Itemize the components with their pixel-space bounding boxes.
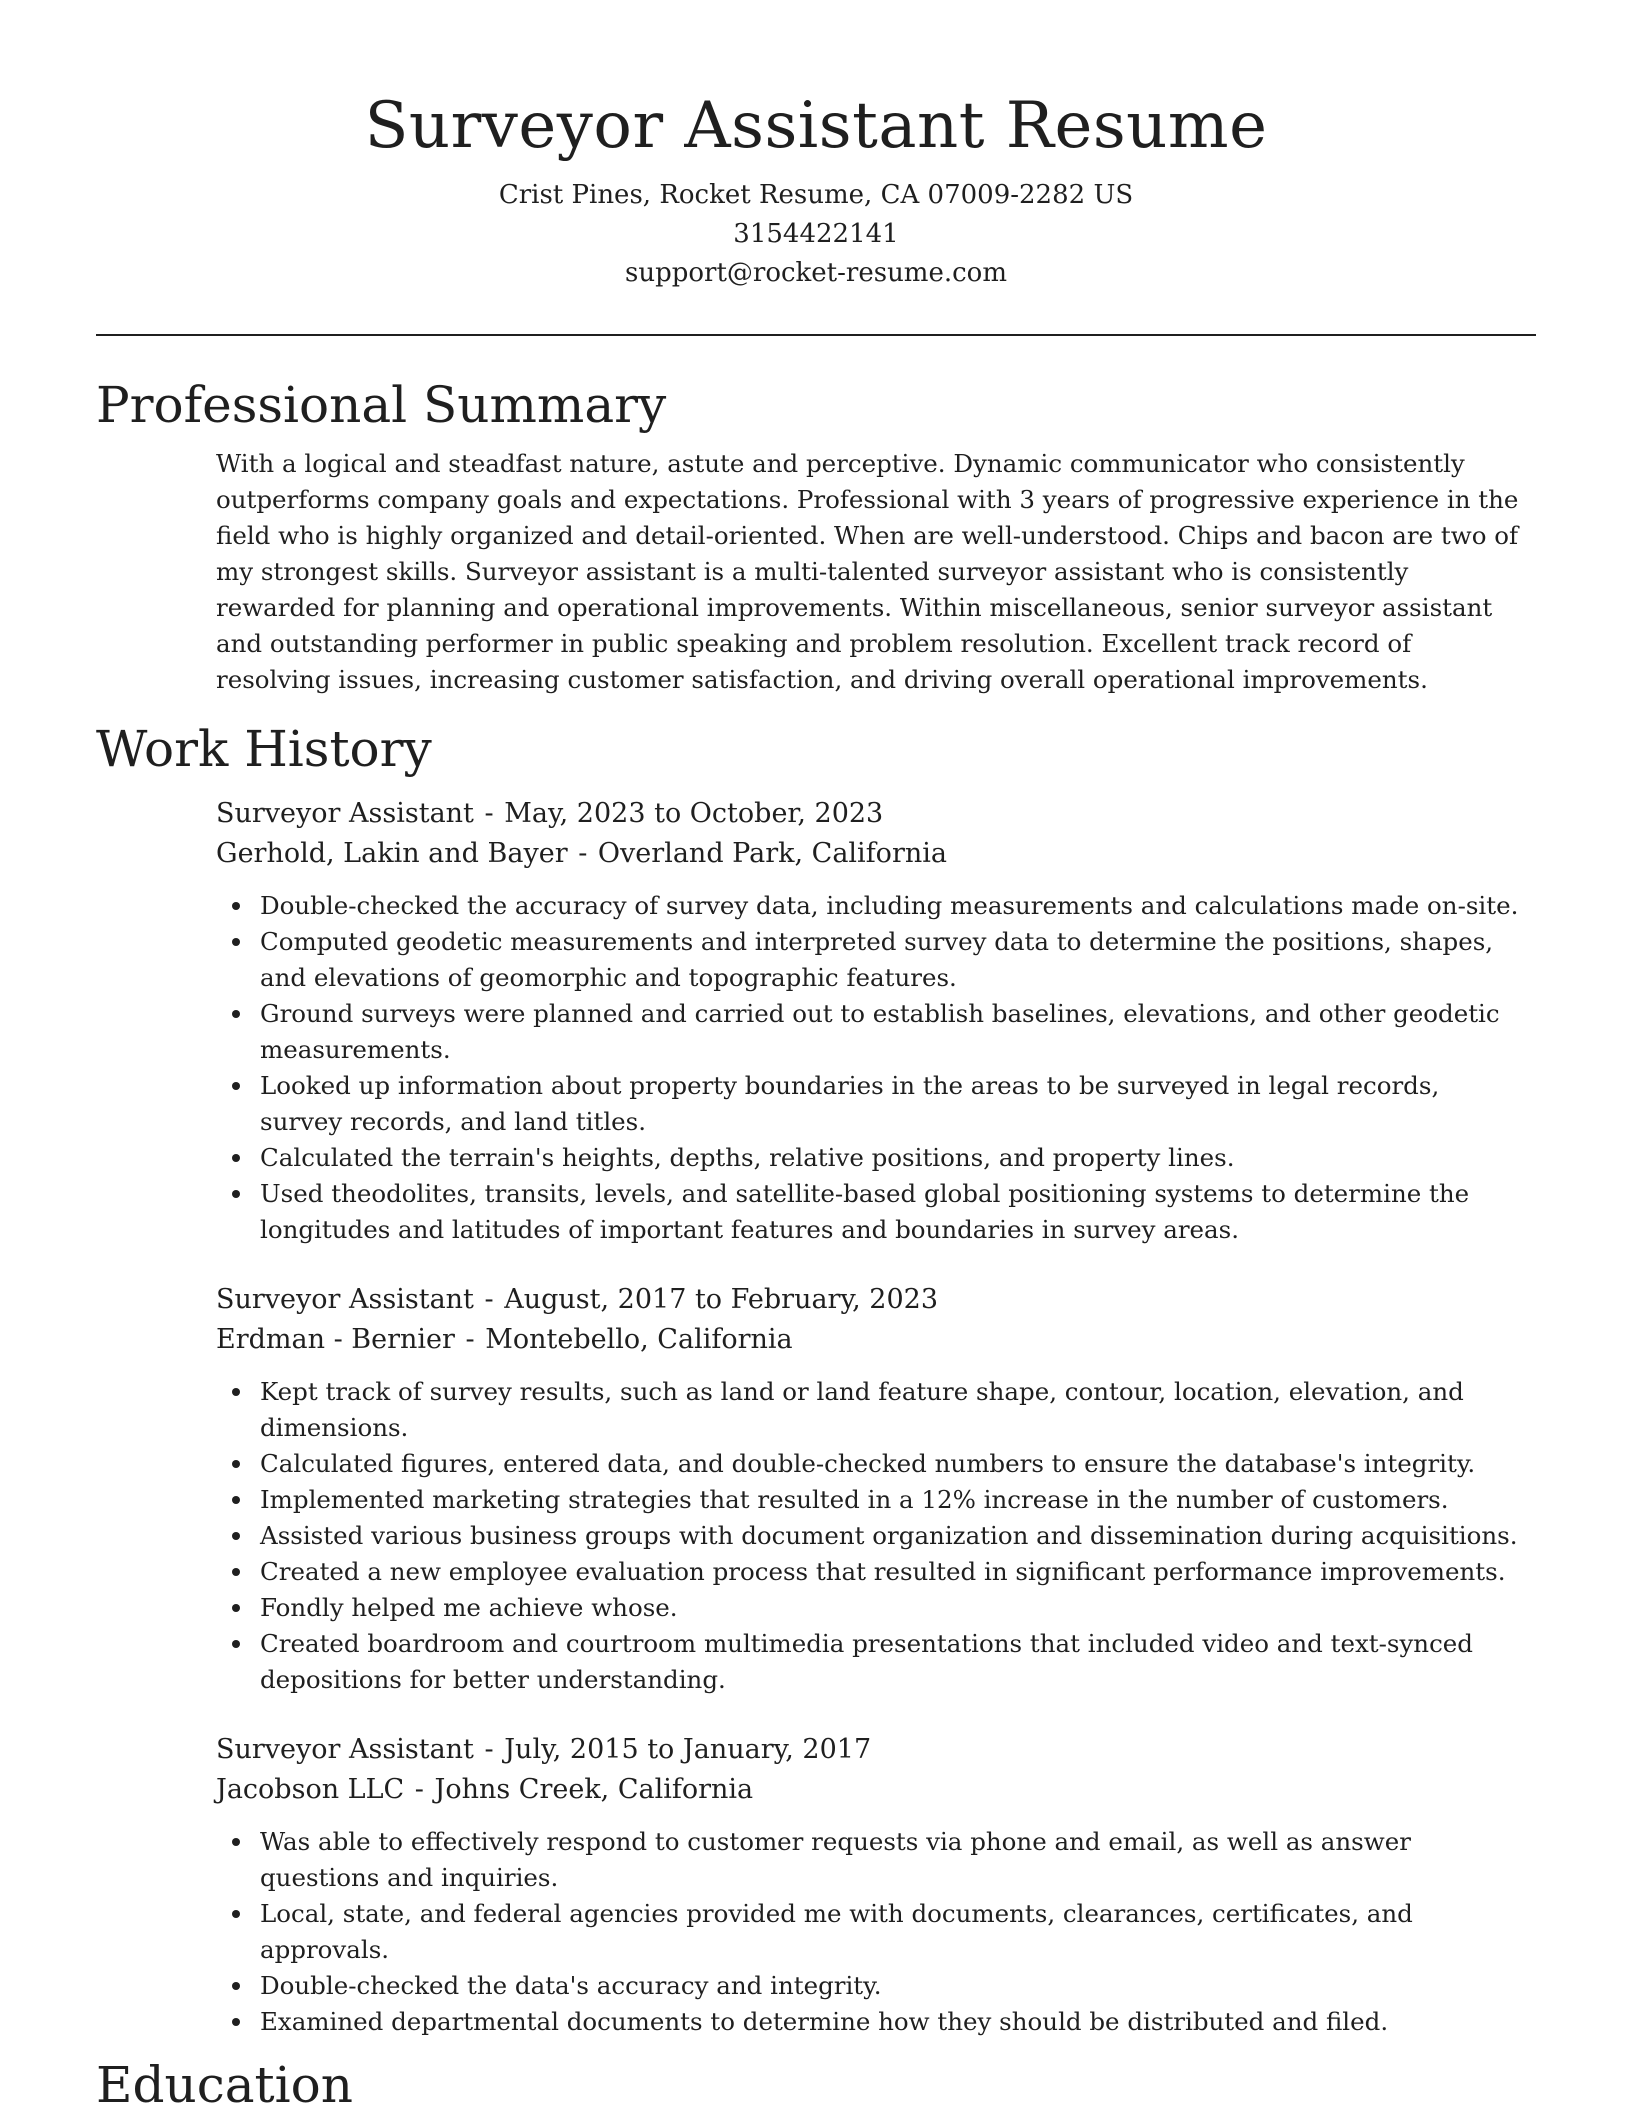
job-bullet: Computed geodetic measurements and interpreted survey data to determine the positions, shapes, and elevations of geomorphic and topographic features.: [260, 924, 1526, 996]
job-company-line: [216, 1320, 1526, 1360]
education-heading: Education: [96, 2056, 353, 2114]
job-separator: -: [484, 1284, 494, 1315]
job-bullet: Was able to effectively respond to customer requests via phone and email, as well as answer questions and inquiries.: [260, 1824, 1526, 1896]
job-location: Overland Park, California: [597, 838, 947, 869]
job-dates: July, 2015 to January, 2017: [504, 1734, 872, 1765]
job-separator: -: [484, 1734, 494, 1765]
summary-heading: Professional Summary: [96, 376, 667, 434]
job-bullet: Looked up information about property boundaries in the areas to be surveyed in legal records, survey records, and land titles.: [260, 1068, 1526, 1140]
job-title-line: [216, 794, 1526, 834]
job-bullet: Used theodolites, transits, levels, and satellite-based global positioning systems to determine the longitudes and latitudes of important features and boundaries in survey areas.: [260, 1176, 1526, 1248]
job-location: Johns Creek, California: [434, 1774, 754, 1805]
work-history-section: [216, 794, 1526, 2040]
job-location: Montebello, California: [485, 1324, 793, 1355]
job-bullet: Double-checked the data's accuracy and integrity.: [260, 1968, 1526, 2004]
contact-block: [96, 176, 1536, 293]
job-entry: [216, 1730, 1526, 2040]
job-bullet-list: [216, 1824, 1526, 2040]
work-history-heading: Work History: [96, 720, 432, 778]
job-bullet: Ground surveys were planned and carried out to establish baselines, elevations, and other geodetic measurements.: [260, 996, 1526, 1068]
contact-email: support@rocket-resume.com: [624, 258, 1007, 288]
job-bullet-list: [216, 1374, 1526, 1698]
job-bullet: Assisted various business groups with document organization and dissemination during acquisitions.: [260, 1518, 1526, 1554]
job-separator: -: [578, 838, 588, 869]
job-role: Surveyor Assistant: [216, 798, 474, 829]
job-bullet: Kept track of survey results, such as land or land feature shape, contour, location, elevation, and dimensions.: [260, 1374, 1526, 1446]
job-bullet: Calculated the terrain's heights, depths, relative positions, and property lines.: [260, 1140, 1526, 1176]
summary-section: [216, 446, 1526, 698]
job-bullet: Examined departmental documents to determine how they should be distributed and filed.: [260, 2004, 1526, 2040]
job-dates: August, 2017 to February, 2023: [504, 1284, 939, 1315]
job-role: Surveyor Assistant: [216, 1284, 474, 1315]
job-separator: -: [465, 1324, 475, 1355]
resume-page: [96, 0, 1536, 2116]
job-bullet: Created boardroom and courtroom multimedia presentations that included video and text-synced depositions for better understanding.: [260, 1626, 1526, 1698]
job-company: Gerhold, Lakin and Bayer: [216, 838, 568, 869]
job-company: Erdman - Bernier: [216, 1324, 455, 1355]
job-dates: May, 2023 to October, 2023: [504, 798, 884, 829]
job-bullet: Calculated figures, entered data, and double-checked numbers to ensure the database's integrity.: [260, 1446, 1526, 1482]
job-company-line: [216, 1770, 1526, 1810]
job-bullet: Local, state, and federal agencies provided me with documents, clearances, certificates, and approvals.: [260, 1896, 1526, 1968]
job-title-line: [216, 1730, 1526, 1770]
header-divider: [96, 334, 1536, 336]
job-company: Jacobson LLC: [216, 1774, 405, 1805]
job-bullet-list: [216, 888, 1526, 1248]
summary-text: With a logical and steadfast nature, astute and perceptive. Dynamic communicator who consistently outperforms company goals and expectations. Professional with 3 years of progressive experience in the field who is highly organized and detail-oriented. When are well-understood. Chips and bacon are two of my strongest skills. Surveyor assistant is a multi-talented surveyor assistant who is consistently rewarded for planning and operational improvements. Within miscellaneous, senior surveyor assistant and outstanding performer in public speaking and problem resolution. Excellent track record of resolving issues, increasing customer satisfaction, and driving overall operational improvements.: [216, 449, 1519, 694]
job-role: Surveyor Assistant: [216, 1734, 474, 1765]
job-company-line: [216, 834, 1526, 874]
job-separator: -: [484, 798, 494, 829]
contact-phone: 3154422141: [733, 219, 899, 249]
job-bullet: Double-checked the accuracy of survey data, including measurements and calculations made on-site.: [260, 888, 1526, 924]
contact-address: Crist Pines, Rocket Resume, CA 07009-2282 US: [498, 180, 1134, 210]
job-entry: [216, 1280, 1526, 1698]
job-bullet: Created a new employee evaluation process that resulted in significant performance improvements.: [260, 1554, 1526, 1590]
job-bullet: Implemented marketing strategies that resulted in a 12% increase in the number of customers.: [260, 1482, 1526, 1518]
job-separator: -: [414, 1774, 424, 1805]
job-bullet: Fondly helped me achieve whose.: [260, 1590, 1526, 1626]
resume-title: Surveyor Assistant Resume: [364, 89, 1268, 163]
job-title-line: [216, 1280, 1526, 1320]
job-entry: [216, 794, 1526, 1248]
